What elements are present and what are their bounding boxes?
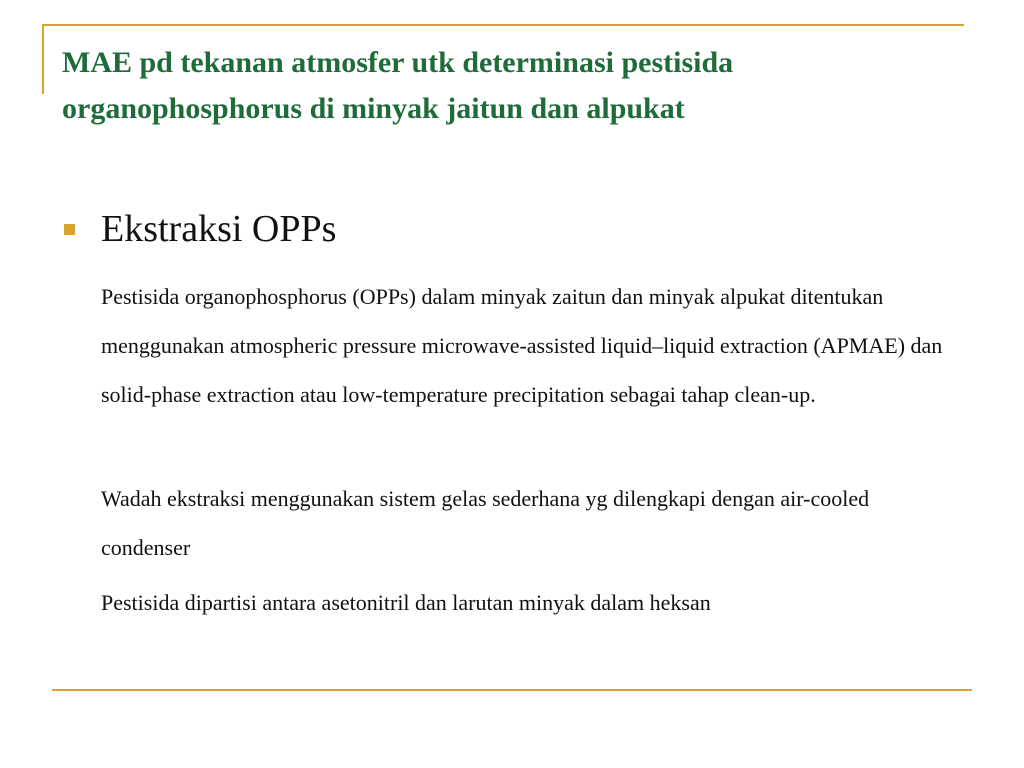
bullet-item (64, 205, 336, 253)
slide-title: MAE pd tekanan atmosfer utk determinasi pestisida organophosphorus di minyak jaitun dan alpukat (62, 46, 734, 125)
body-paragraph-1: Pestisida organophosphorus (OPPs) dalam minyak zaitun dan minyak alpukat ditentukan menggunakan atmospheric pressure microwave-assisted liquid–liquid extraction (APMAE) dan solid-phase extraction atau low-temperature precipitation sebagai tahap clean-up. (101, 284, 943, 407)
body-paragraph-3: Pestisida dipartisi antara asetonitril dan larutan minyak dalam heksan (101, 590, 711, 615)
left-border-line (42, 24, 44, 94)
square-bullet-icon (64, 224, 75, 235)
body-paragraph-2: Wadah ekstraksi menggunakan sistem gelas sederhana yg dilengkapi dengan air-cooled condenser (101, 486, 870, 560)
top-border-line (42, 24, 964, 26)
bottom-border-line (52, 689, 972, 691)
bullet-heading: Ekstraksi OPPs (101, 208, 337, 250)
